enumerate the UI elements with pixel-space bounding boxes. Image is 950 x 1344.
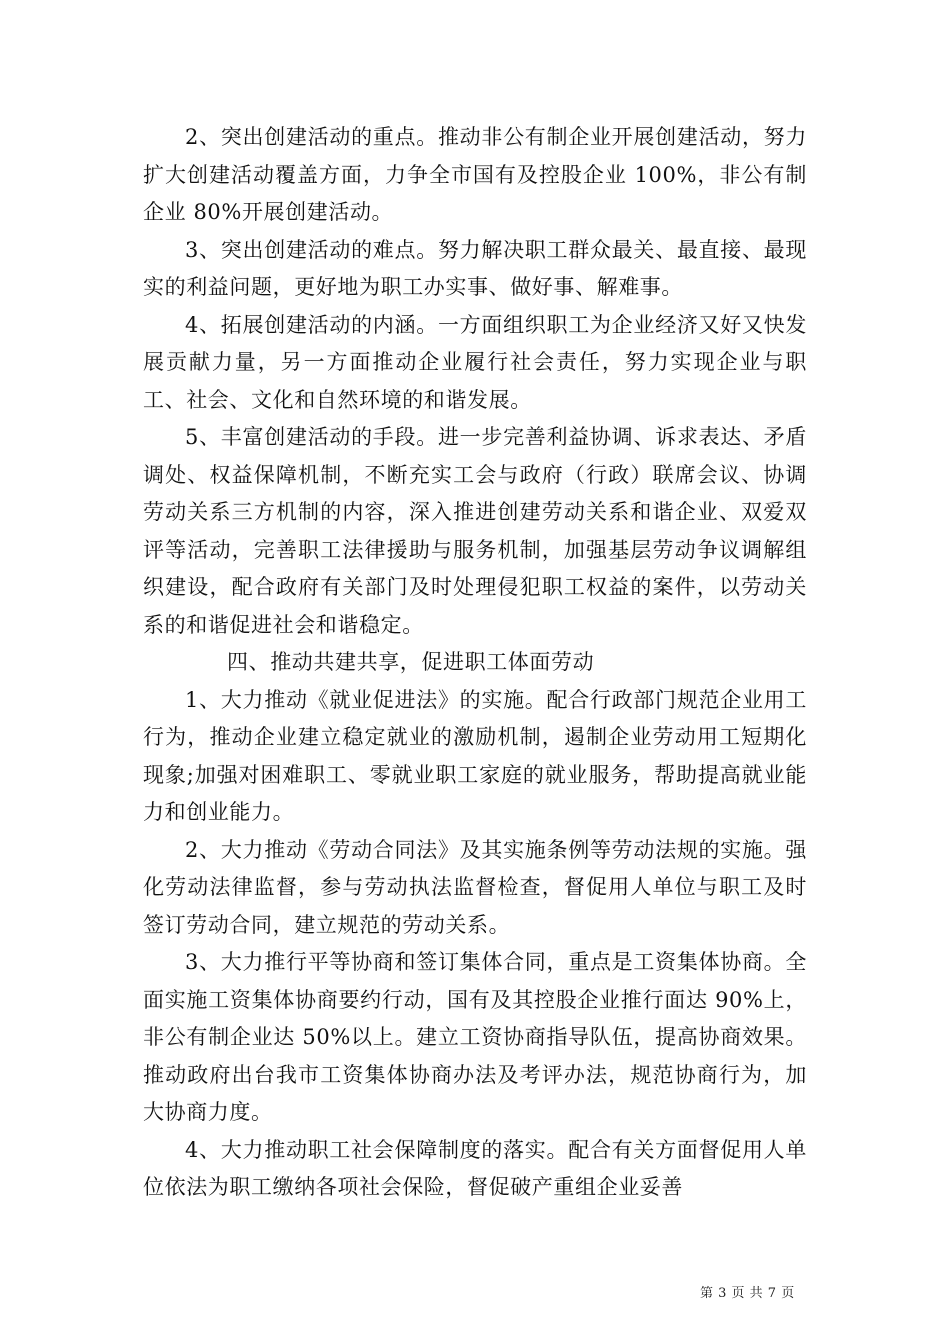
page-number-footer: 第 3 页 共 7 页 — [700, 1286, 795, 1301]
section-heading: 四、推动共建共享，促进职工体面劳动 — [227, 650, 595, 674]
section-paragraph-2: 2、大力推动《劳动合同法》及其实施条例等劳动法规的实施。强化劳动法律监督，参与劳动执法监督检查，督促用人单位与职工及时签订劳动合同，建立规范的劳动关系。 — [143, 837, 807, 937]
paragraph-item-3: 3、突出创建活动的难点。努力解决职工群众最关、最直接、最现实的利益问题，更好地为职工办实事、做好事、解难事。 — [143, 237, 807, 299]
paragraph-item-5: 5、丰富创建活动的手段。进一步完善利益协调、诉求表达、矛盾调处、权益保障机制，不断充实工会与政府（行政）联席会议、协调劳动关系三方机制的内容，深入推进创建劳动关系和谐企业、双爱双评等活动，完善职工法律援助与服务机制，加强基层劳动争议调解组织建设，配合政府有关部门及时处理侵犯职工权益的案件，以劳动关系的和谐促进社会和谐稳定。 — [143, 425, 807, 637]
paragraph-item-2: 2、突出创建活动的重点。推动非公有制企业开展创建活动，努力扩大创建活动覆盖方面，力争全市国有及控股企业 100%，非公有制企业 80%开展创建活动。 — [143, 125, 807, 224]
section-paragraph-4: 4、大力推动职工社会保障制度的落实。配合有关方面督促用人单位依法为职工缴纳各项社会保险，督促破产重组企业妥善 — [143, 1137, 807, 1199]
paragraph-item-4: 4、拓展创建活动的内涵。一方面组织职工为企业经济又好又快发展贡献力量，另一方面推动企业履行社会责任，努力实现企业与职工、社会、文化和自然环境的和谐发展。 — [143, 312, 807, 412]
section-paragraph-3: 3、大力推行平等协商和签订集体合同，重点是工资集体协商。全面实施工资集体协商要约行动，国有及其控股企业推行面达 90%上，非公有制企业达 50%以上。建立工资协商指导队伍，提高协商效果。推动政府出台我市工资集体协商办法及考评办法，规范协商行为，加大协商力度。 — [143, 950, 807, 1124]
section-paragraph-1: 1、大力推动《就业促进法》的实施。配合行政部门规范企业用工行为，推动企业建立稳定就业的激励机制，遏制企业劳动用工短期化现象;加强对困难职工、零就业职工家庭的就业服务，帮助提高就业能力和创业能力。 — [143, 687, 807, 824]
document-body — [143, 119, 807, 1207]
